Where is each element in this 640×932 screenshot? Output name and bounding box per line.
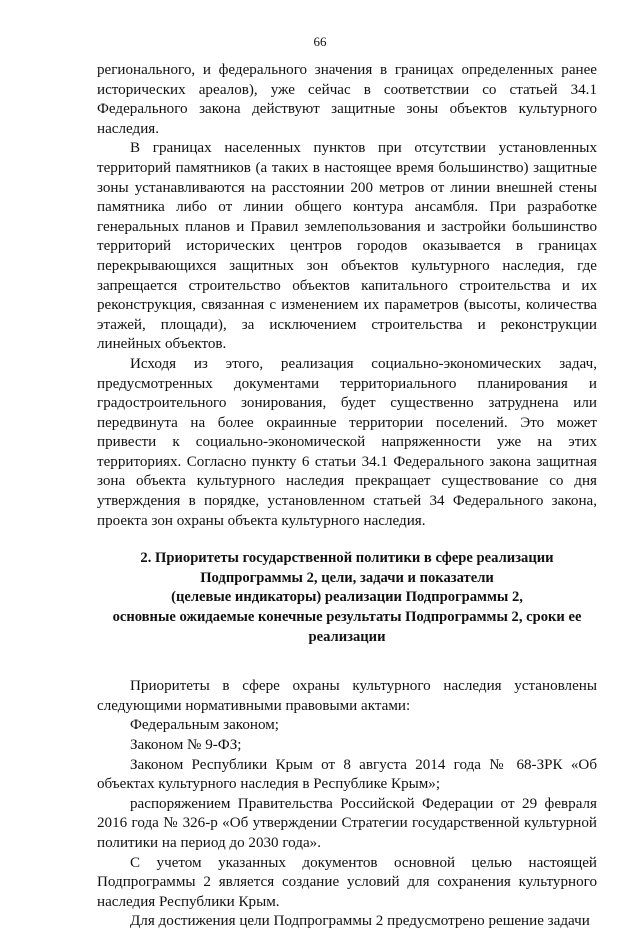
- list-item-federal-law: Федеральным законом;: [130, 717, 279, 734]
- list-item-law-9-fz: Законом № 9-ФЗ;: [130, 737, 242, 753]
- paragraph-protective-zones: В границах населенных пунктов при отсутствии установленных территорий памятников (а таких в настоящее время большинство) защитные зоны устанавливаются на расстоянии 200 метров от линии внешней стены памятника либо от линии общего контура ансамбля. При разработке генеральных планов и Правил землепользования и застройки большинство территорий исторических центров городов оказывается в границах перекрывающихся защитных зон объектов культурного наследия, где запрещается строительство объектов капитального строительства и их реконструкция, связанная с изменением их параметров (высоты, количества этажей, площади), за исключением строительства и реконструкции линейных объектов.: [97, 140, 597, 353]
- paragraph-priorities-intro: Приоритеты в сфере охраны культурного наследия установлены следующими нормативными правовыми актами:: [97, 678, 597, 714]
- list-item-government-order: распоряжением Правительства Российской Федерации от 29 февраля 2016 года № 326-р «Об утверждении Стратегии государственной культурной политики на период до 2030 года».: [97, 795, 597, 851]
- section-heading-line-4: основные ожидаемые конечные результаты Подпрограммы 2, сроки ее: [112, 609, 582, 626]
- paragraph-implementation-consequences: Исходя из этого, реализация социально-экономических задач, предусмотренных документами территориального планирования и градостроительного зонирования, будет существенно затруднена или передвинута на более окраинные территории поселений. Это может привести к социально-экономической напряженности уже на этих территориях. Согласно пункту 6 статьи 34.1 Федерального закона защитная зона объекта культурного наследия прекращает существование со дня утверждения в порядке, установленном статьей 34 Федерального закона, проекта зон охраны объекта культурного наследия.: [97, 355, 597, 529]
- paragraph-main-goal: С учетом указанных документов основной целью настоящей Подпрограммы 2 является создание условий для сохранения культурного наследия Республики Крым.: [97, 854, 597, 910]
- section-heading-line-5: реализации: [308, 628, 386, 645]
- page-number: 66: [313, 34, 327, 49]
- paragraph-continuation: регионального, и федерального значения в границах определенных ранее исторических ареалов), уже сейчас в соответствии со статьей 34.1 Федерального закона действуют защитные зоны объектов культурного наследия.: [97, 62, 597, 137]
- list-item-crimea-law: Законом Республики Крым от 8 августа 2014 года № 68-ЗРК «Об объектах культурного наследия в Республике Крым»;: [97, 756, 597, 793]
- section-heading-line-1: 2. Приоритеты государственной политики в сфере реализации: [140, 550, 554, 567]
- section-heading: [97, 549, 597, 647]
- section-spacing: [97, 647, 597, 677]
- section-heading-line-2: Подпрограммы 2, цели, задачи и показатели: [200, 569, 494, 586]
- section-heading-line-3: (целевые индикаторы) реализации Подпрограммы 2,: [171, 589, 523, 606]
- paragraph-task-intro: Для достижения цели Подпрограммы 2 предусмотрено решение задачи: [130, 913, 590, 930]
- document-body: [97, 61, 597, 932]
